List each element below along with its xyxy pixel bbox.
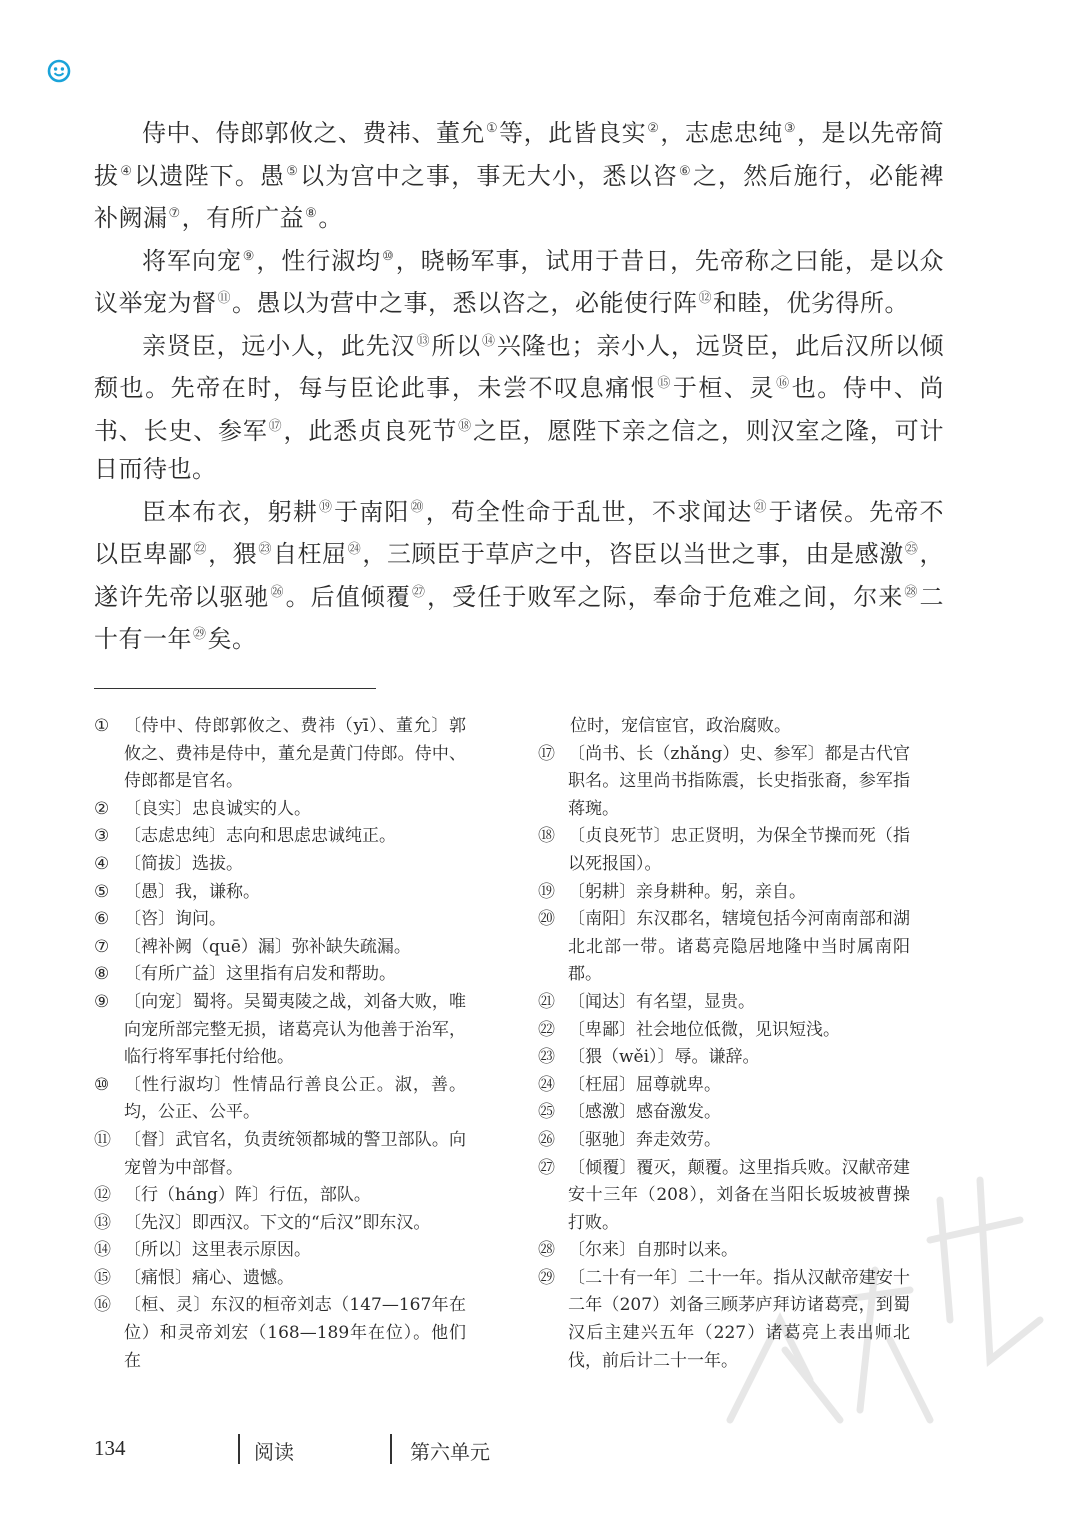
page-footer	[94, 1430, 994, 1470]
footnote-text: 〔驱驰〕奔走效劳。	[568, 1129, 721, 1150]
paragraph-text: 于桓、灵	[672, 374, 776, 402]
footnote-text: 〔愚〕我，谦称。	[124, 881, 260, 902]
footnote-marker: ③	[783, 121, 797, 136]
footnote-text: 〔闻达〕有名望，显贵。	[568, 991, 755, 1012]
paragraph-text: ，是以先帝简拔	[94, 119, 945, 190]
footnote-number: ㉙	[538, 1267, 555, 1288]
paragraph-text: 亲贤臣，远小人，此先汉	[142, 331, 416, 360]
footnote-marker: ㉗	[411, 584, 427, 600]
footnote-text: 〔枉屈〕屈尊就卑。	[568, 1074, 721, 1095]
paragraph-text: 。愚以为营中之事，悉以咨之，必能使行阵	[232, 289, 698, 317]
footnote-text: 〔倾覆〕覆灭，颠覆。这里指兵败。汉献帝建安十三年（208），刘备在当阳长坂坡被曹操打败。	[568, 1157, 910, 1233]
page-number: 134	[94, 1436, 126, 1460]
paragraph-text: 之，然后施行，必能裨补阙漏	[94, 161, 945, 232]
footnote-marker: ㉖	[270, 584, 285, 600]
footnote	[538, 1127, 910, 1155]
paragraph-text: 侍中、侍郎郭攸之、费祎、董允	[142, 119, 486, 147]
footnote	[538, 906, 910, 989]
footnote-marker: ⑮	[657, 376, 672, 391]
footnote-text: 〔侍中、侍郎郭攸之、费祎（yī）、董允〕郭攸之、费祎是侍中，董允是黄门侍郎。侍中、侍郎都是官名。	[124, 716, 466, 792]
footnote-number: ⑯	[94, 1295, 111, 1316]
paragraph-text: 以遗陛下。愚	[134, 161, 286, 190]
footnote-marker: ⑰	[268, 418, 283, 434]
paragraph-text: ，晓畅军事，试用于昔日，先帝称之曰能，是以众议举宠为督	[94, 246, 945, 317]
footnote	[94, 1127, 466, 1182]
footnote-text: 〔感激〕感奋激发。	[568, 1102, 721, 1123]
footnote	[538, 1044, 910, 1072]
smiley-icon	[47, 59, 71, 83]
footnote-text: 〔志虑忠纯〕志向和思虑忠诚纯正。	[124, 826, 396, 847]
footnote-number: ②	[94, 798, 110, 819]
paragraph-4	[94, 489, 944, 659]
footer-unit: 第六单元	[410, 1440, 490, 1464]
footnote-text: 〔贞良死节〕忠正贤明，为保全节操而死（指以死报国）。	[568, 826, 910, 874]
footnote-marker: ④	[120, 163, 134, 179]
footnote	[538, 823, 910, 878]
footnote	[538, 879, 910, 907]
footnote-marker: ㉑	[753, 499, 768, 515]
footnote-text: 〔躬耕〕亲身耕种。躬，亲自。	[568, 881, 806, 902]
paragraph-text: 和睦，优劣得所。	[713, 289, 910, 317]
footnotes-left-column	[94, 713, 466, 1375]
footnote-number: ⑲	[538, 881, 555, 902]
paragraph-text: ，遂许先帝以驱驰	[94, 540, 945, 611]
footnote	[94, 1072, 466, 1127]
paragraph-3	[94, 323, 944, 489]
footnote-number: ④	[94, 853, 110, 874]
paragraph-text: 之臣，愿陛下亲之信之，则汉室之隆，可计日而待也。	[94, 416, 944, 483]
footnote	[94, 851, 466, 879]
footnote-text: 〔裨补阙（quē）漏〕弥补缺失疏漏。	[124, 936, 411, 957]
footnote	[94, 1292, 466, 1375]
footnote-marker: ⑦	[168, 206, 181, 221]
paragraph-text: 兴隆也；亲小人，远贤臣，此后汉所以倾颓也。先帝在时，每与臣论此事，未尝不叹息痛恨	[94, 331, 944, 402]
footnote-number: ㉘	[538, 1240, 555, 1261]
footnote	[538, 989, 910, 1017]
footnote	[94, 823, 466, 851]
footnote-text: 〔二十有一年〕二十一年。指从汉献帝建安十二年（207）刘备三顾茅庐拜访诸葛亮，到蜀汉后主建兴五年（227）诸葛亮上表出师北伐，前后计二十一年。	[568, 1267, 910, 1371]
paragraph-text: 。后值倾覆	[285, 582, 411, 611]
footnote-marker: ⑳	[410, 499, 425, 515]
footnote-number: ③	[94, 826, 110, 847]
footnote-number: ①	[94, 716, 110, 736]
footnote-marker: ⑩	[382, 248, 395, 264]
footnote	[538, 1072, 910, 1100]
paragraph-1	[94, 110, 944, 238]
footnote-number: ⑮	[94, 1267, 111, 1288]
footnote-number: ⑥	[94, 909, 110, 930]
footer-section: 阅读	[254, 1440, 294, 1464]
footnote	[94, 796, 466, 824]
footnote-number: ㉔	[538, 1074, 555, 1095]
footnote-number: ⑤	[94, 881, 110, 902]
footnote-text: 〔咨〕询问。	[124, 909, 226, 930]
footnote-number: ㉒	[538, 1019, 555, 1040]
footnote-number: ⑧	[94, 964, 110, 985]
footnote-number: ⑩	[94, 1074, 110, 1095]
paragraph-text: 于诸侯。先帝不以臣卑鄙	[94, 497, 944, 568]
paragraph-text: 以为宫中之事，事无大小，悉以咨	[300, 161, 678, 190]
footnote	[538, 1155, 910, 1238]
footnote	[94, 713, 466, 796]
footnote-text: 〔尚书、长（zhǎng）史、参军〕都是古代官职名。这里尚书指陈震，长史指张裔，参军指蒋琬。	[568, 743, 910, 819]
footnote-marker: ⑧	[305, 206, 318, 221]
footer-divider	[390, 1434, 392, 1464]
footnote-number: ⑪	[94, 1129, 111, 1150]
footnote-marker: ⑨	[242, 248, 256, 264]
footnote	[94, 961, 466, 989]
paragraph-text: 臣本布衣，躬耕	[142, 497, 318, 526]
footnote	[538, 741, 910, 824]
footnote-marker: ⑲	[318, 499, 334, 515]
footnote-number: ㉖	[538, 1129, 555, 1150]
footnotes-right-column	[538, 713, 910, 1375]
footnote-marker: ㉕	[904, 542, 919, 557]
footnote-marker: ⑪	[217, 291, 232, 306]
paragraph-text: ，受任于败军之际，奉命于危难之间，尔来	[427, 582, 904, 611]
paragraph-text: 于南阳	[334, 497, 410, 526]
paragraph-text: 所以	[431, 331, 482, 360]
footnote-number: ⑨	[94, 991, 110, 1012]
footnote-number: ㉑	[538, 991, 555, 1012]
footnote-text: 〔桓、灵〕东汉的桓帝刘志（147—167年在位）和灵帝刘宏（168—189年在位）。他们在	[124, 1295, 466, 1371]
footnote-text: 〔痛恨〕痛心、遗憾。	[124, 1267, 294, 1288]
footnote-number: ⑰	[538, 743, 555, 764]
footnote-marker: ㉙	[193, 627, 207, 642]
footnote-text: 〔猥（wěi）〕辱。谦辞。	[568, 1047, 760, 1068]
paragraph-text: 自枉屈	[272, 540, 347, 568]
footnote	[538, 1265, 910, 1375]
footnote-text: 〔卑鄙〕社会地位低微，见识短浅。	[568, 1019, 840, 1040]
paragraph-text: ，猥	[208, 540, 258, 568]
footnote-marker: ㉘	[904, 584, 919, 600]
paragraph-text: ，志虑忠纯	[660, 119, 783, 147]
paragraph-text: 等，此皆良实	[499, 119, 647, 147]
footnote-marker: ⑱	[458, 418, 472, 434]
footnote	[94, 879, 466, 907]
footnote-number: ㉕	[538, 1102, 555, 1123]
footnote	[94, 1210, 466, 1238]
footnote-text: 〔向宠〕蜀将。吴蜀夷陵之战，刘备大败，唯向宠所部完整无损，诸葛亮认为他善于治军，临行将军事托付给他。	[124, 991, 466, 1068]
footnote-number: ⑦	[94, 936, 110, 957]
paragraph-text: ，三顾臣于草庐之中，咨臣以当世之事，由是感激	[362, 540, 904, 568]
footnote-text: 〔简拔〕选拔。	[124, 853, 243, 874]
footnote-marker: ⑯	[776, 376, 791, 391]
paragraph-text: 将军向宠	[142, 246, 242, 275]
footnote-text: 〔良实〕忠良诚实的人。	[124, 798, 311, 819]
footnote	[538, 1017, 910, 1045]
footnote	[538, 1237, 910, 1265]
footnote-number: ㉗	[538, 1157, 555, 1178]
paragraph-text: ，此悉贞良死节	[283, 416, 458, 445]
footnote-text: 〔行（háng）阵〕行伍，部队。	[124, 1185, 371, 1206]
footnote-number: ⑬	[94, 1212, 111, 1233]
footnote-text: 〔先汉〕即西汉。下文的“后汉”即东汉。	[124, 1212, 431, 1233]
footnote	[538, 1099, 910, 1127]
footnote-marker: ⑭	[482, 333, 496, 349]
footnote-text: 〔南阳〕东汉郡名，辖境包括今河南南部和湖北北部一带。诸葛亮隐居地隆中当时属南阳郡。	[568, 909, 910, 985]
footnote-marker: ㉒	[193, 542, 208, 557]
footnote-number: ⑱	[538, 826, 555, 847]
footnote-number: ⑭	[94, 1240, 111, 1261]
footnote	[94, 934, 466, 962]
footnote-marker: ⑫	[698, 291, 713, 306]
footnote-divider	[94, 688, 376, 689]
footnote-text: 〔尔来〕自那时以来。	[568, 1240, 738, 1261]
footnote	[94, 1265, 466, 1293]
footnote-text: 〔督〕武官名，负责统领都城的警卫部队。向宠曾为中部督。	[124, 1129, 466, 1178]
paragraph-2	[94, 238, 944, 323]
footnote	[94, 1237, 466, 1265]
footnote-marker: ⑥	[678, 163, 692, 179]
footnote-marker: ②	[647, 121, 660, 136]
footnote	[94, 906, 466, 934]
footnote-text: 〔有所广益〕这里指有启发和帮助。	[124, 964, 396, 985]
footer-divider	[238, 1434, 240, 1464]
footnote-marker: ①	[486, 121, 499, 136]
paragraph-text: 矣。	[207, 625, 257, 653]
footnote-text: 〔性行淑均〕性情品行善良公正。淑，善。均，公正、公平。	[124, 1074, 466, 1123]
paragraph-text: ，性行淑均	[256, 246, 382, 275]
footnote	[94, 989, 466, 1072]
footnote-marker: ㉔	[347, 542, 362, 557]
paragraph-text: 也。侍中、尚书、长史、参军	[94, 374, 944, 445]
footnote-number: ⑳	[538, 909, 555, 930]
paragraph-text: ，苟全性命于乱世，不求闻达	[425, 497, 753, 526]
paragraph-text: 二十有一年	[94, 582, 944, 653]
main-text	[94, 110, 944, 659]
footnote-text: 〔所以〕这里表示原因。	[124, 1240, 311, 1261]
paragraph-text: ，有所广益	[181, 204, 305, 232]
footnote-marker: ⑤	[286, 163, 300, 179]
paragraph-text: 。	[318, 204, 343, 232]
footnote-marker: ⑬	[416, 333, 431, 349]
footnote-number: ⑫	[94, 1185, 111, 1206]
footnote	[94, 1182, 466, 1210]
footnote-marker: ㉓	[258, 542, 272, 557]
footnote-number: ㉓	[538, 1047, 555, 1068]
footnote-16-continued: 位时，宠信宦官，政治腐败。	[570, 716, 791, 736]
